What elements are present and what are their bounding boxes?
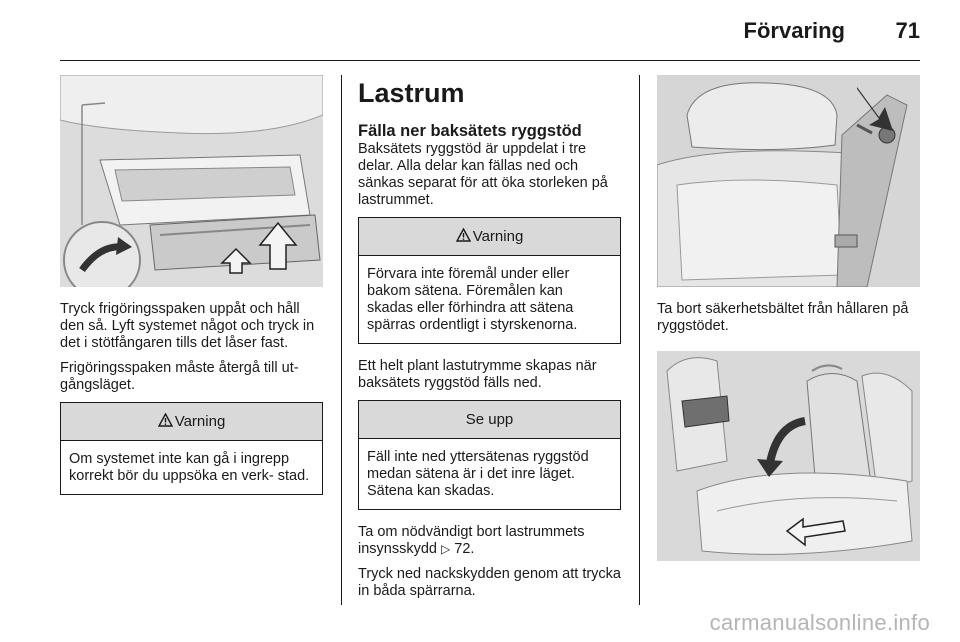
warning-box-1-header xyxy=(61,403,322,441)
bumper-release-drawing xyxy=(60,75,323,287)
column-right xyxy=(657,75,920,561)
warning-box-2 xyxy=(358,217,621,344)
warning-box-2-header xyxy=(359,218,620,256)
warning-box-1-label: Varning xyxy=(174,413,226,430)
folding-seatback-illustration xyxy=(657,351,920,561)
warning-box-2-label: Varning xyxy=(472,228,524,245)
header-rule xyxy=(60,60,920,61)
col1-paragraph-1: Tryck frigöringsspaken uppåt och håll den så. Lyft systemet något och tryck in det i stötfångaren tills det låser fast. xyxy=(60,301,315,351)
warning-triangle-icon xyxy=(456,228,471,242)
caution-box-text: Fäll inte ned yttersätenas ryggstöd medan sätena är i det inre läget. Sätena kan skadas. xyxy=(367,449,589,499)
page-reference-arrow-icon: ▷ xyxy=(441,542,451,556)
col3-paragraph-1: Ta bort säkerhetsbältet från hållaren på ryggstödet. xyxy=(657,301,909,334)
col2-paragraph-1: Baksätets ryggstöd är uppdelat i tre delar. Alla delar kan fällas ned och sänkas separat för att öka storleken på lastrummet. xyxy=(358,141,608,208)
bumper-release-illustration xyxy=(60,75,323,287)
folding-seatback-drawing xyxy=(657,351,920,561)
subsection-title: Fälla ner baksätets ryggstöd xyxy=(358,122,582,140)
warning-box-2-text: Förvara inte föremål under eller bakom sätena. Föremålen kan skadas eller förhindra att sätena spärras ordentligt i styrskenorna. xyxy=(367,266,578,333)
col2-paragraph-3-text: Ta om nödvändigt bort lastrummets insynsskydd xyxy=(358,524,585,557)
page-reference-link[interactable]: 72. xyxy=(454,541,475,557)
page-header-title: Förvaring xyxy=(743,18,845,43)
col1-paragraph-2: Frigöringsspaken måste återgå till ut- gångsläget. xyxy=(60,360,299,393)
warning-box-1 xyxy=(60,402,323,495)
column-divider-1 xyxy=(341,75,342,605)
caution-box-header: Se upp xyxy=(359,401,620,439)
watermark: carmanualsonline.info xyxy=(709,610,930,635)
col2-paragraph-4: Tryck ned nackskydden genom att trycka in båda spärrarna. xyxy=(358,566,621,599)
warning-box-1-text: Om systemet inte kan gå i ingrepp korrekt bör du uppsöka en verk- stad. xyxy=(69,451,310,484)
column-divider-2 xyxy=(639,75,640,605)
col2-paragraph-2: Ett helt plant lastutrymme skapas när baksätets ryggstöd fälls ned. xyxy=(358,358,597,391)
column-left xyxy=(60,75,323,509)
column-middle xyxy=(358,78,621,608)
warning-triangle-icon xyxy=(158,413,173,427)
col2-paragraph-3 xyxy=(358,524,621,558)
seatbelt-illustration xyxy=(657,75,920,287)
page-number: 71 xyxy=(895,18,920,43)
caution-box xyxy=(358,400,621,510)
seatbelt-drawing xyxy=(657,75,920,287)
section-title: Lastrum xyxy=(358,78,465,108)
